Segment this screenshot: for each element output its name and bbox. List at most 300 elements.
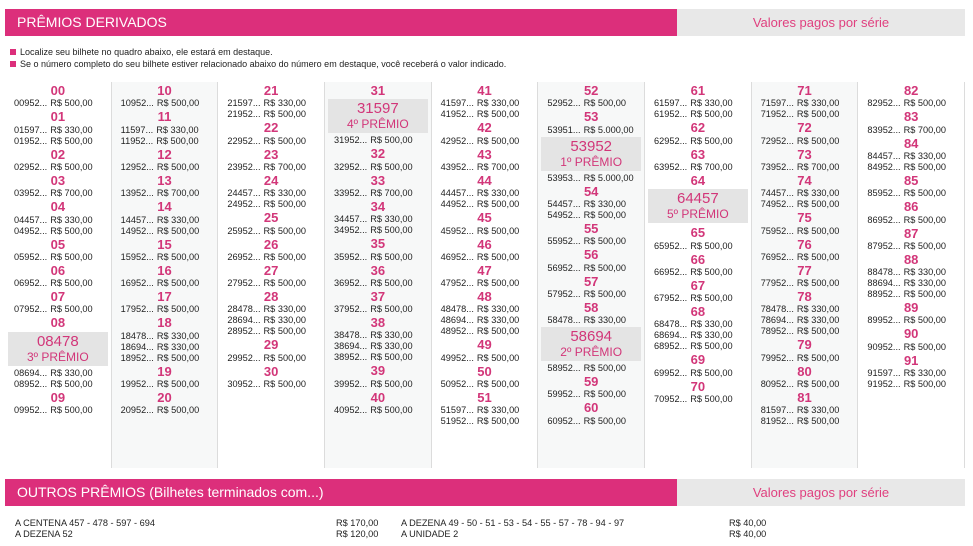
prize-value: R$ 500,00 [156,135,199,146]
ticket-number: 41597... [440,98,474,109]
ticket-number: 06952... [14,278,48,289]
prize-value: R$ 330,00 [476,98,520,109]
ticket-number: 53953... [547,172,581,183]
dezena-heading: 69 [690,352,706,368]
ticket-entry [867,125,946,136]
dezena-heading: 01 [50,109,66,125]
dezena-heading: 87 [903,225,919,241]
dezena-heading: 73 [797,146,812,162]
ticket-number: 08952... [14,378,48,389]
prize-value: R$ 330,00 [370,341,413,352]
prize-rank: 3º PRÊMIO [26,349,89,364]
prize-value: R$ 500,00 [583,236,626,247]
ticket-entry [761,226,840,237]
ticket-entry [441,379,520,390]
prize-value: R$ 330,00 [583,198,626,209]
ticket-number: 04457... [14,214,48,225]
prize-column [752,82,859,468]
dezena-heading: 14 [157,199,172,215]
dezena-heading: 70 [690,378,706,394]
ticket-entry [14,188,93,199]
ticket-number: 15952... [120,251,154,262]
ticket-entry [334,405,413,416]
prize-value: R$ 500,00 [50,251,93,262]
dezena-heading: 07 [50,289,66,305]
dezena-heading: 28 [263,289,279,305]
dezena-heading: 47 [477,262,492,278]
ticket-number: 68952... [654,341,688,352]
dezena-heading: 53 [583,109,599,125]
dezena-heading: 31 [370,83,386,98]
ticket-number: 24457... [227,188,261,199]
dezena-heading: 20 [157,390,172,405]
prize-value: R$ 330,00 [690,98,733,109]
prize-grid [5,82,965,468]
prize-value: R$ 330,00 [476,405,520,416]
ticket-entry [441,199,520,210]
prize-value: R$ 500,00 [903,315,946,326]
ticket-number: 54457... [547,198,581,209]
prize-value: R$ 500,00 [903,161,946,172]
prize-value: R$ 330,00 [263,304,306,315]
ticket-number: 48478... [440,304,474,315]
prize-value: R$ 500,00 [583,209,626,220]
dezena-heading: 83 [903,109,919,125]
dezena-heading: 60 [583,400,599,416]
ticket-number: 42952... [440,135,474,146]
ticket-number: 68694... [654,330,688,341]
dezena-heading: 58 [583,299,599,315]
prize-value: R$ 500,00 [903,98,946,109]
dezena-heading: 26 [263,236,279,252]
highlighted-prize [328,99,428,133]
ticket-number: 12952... [120,161,154,172]
dezena-heading: 02 [50,146,66,162]
ticket-number: 47952... [440,278,474,289]
ticket-entry [334,188,413,199]
prize-value: R$ 500,00 [476,251,520,262]
dezena-heading: 10 [157,83,172,98]
ticket-number: 88478... [867,267,901,278]
ticket-entry [761,416,840,427]
prize-value: R$ 500,00 [796,352,840,363]
ticket-number: 74952... [760,199,794,210]
dezena-heading: 67 [690,277,706,293]
ticket-entry [867,315,946,326]
highlighted-prize [541,137,641,171]
dezena-heading: 52 [583,83,599,98]
dezena-heading: 84 [903,135,919,151]
ticket-number: 31952... [334,135,368,146]
prize-value: R$ 330,00 [476,188,520,199]
prize-value: R$ 330,00 [156,124,199,135]
dezena-heading: 44 [477,172,492,188]
ticket-entry [654,98,733,109]
prize-value: R$ 330,00 [796,98,840,109]
ticket-entry [121,252,200,263]
prize-value: R$ 330,00 [796,188,840,199]
ticket-number: 51597... [440,405,474,416]
dezena-heading: 91 [903,352,919,368]
prize-value: R$ 500,00 [476,278,520,289]
prize-value: R$ 500,00 [690,240,733,251]
ticket-number: 60952... [547,415,581,426]
other-prizes-header [5,479,965,506]
dezena-heading: 17 [157,289,172,305]
ticket-entry [334,379,413,390]
ticket-entry [441,136,520,147]
dezena-heading: 27 [263,262,279,278]
ticket-entry [867,188,946,199]
prize-value: R$ 500,00 [156,405,200,416]
ticket-entry [867,289,946,300]
ticket-entry [761,353,840,364]
ticket-entry [14,368,93,379]
ticket-number: 13952... [120,188,154,199]
dezena-heading: 55 [583,220,599,236]
dezena-heading: 29 [263,337,279,353]
dezena-heading: 79 [797,337,812,353]
ticket-entry [14,252,93,263]
ticket-entry [654,330,733,341]
ticket-entry [867,151,946,162]
ticket-entry [441,304,520,315]
ticket-number: 17952... [120,304,154,315]
ticket-entry [121,188,200,199]
prize-value: R$ 500,00 [903,240,946,251]
ticket-number: 50952... [440,379,474,389]
ticket-entry [867,278,946,289]
ticket-entry [761,326,840,337]
ticket-entry [761,162,840,173]
ticket-entry [227,226,306,237]
prize-value: R$ 500,00 [583,98,626,109]
dezena-heading: 30 [263,363,279,379]
prize-rank: 1º PRÊMIO [560,154,623,169]
ticket-number: 08694... [14,367,48,378]
ticket-number: 28694... [227,315,261,326]
prize-value: R$ 500,00 [156,98,200,109]
dezena-heading: 38 [370,315,386,331]
ticket-entry [227,252,306,263]
dezena-heading: 57 [583,273,599,289]
ticket-number: 70952... [654,394,688,404]
prize-value: R$ 500,00 [156,304,200,315]
prize-value: R$ 330,00 [50,214,93,225]
ticket-number: 25952... [227,225,261,236]
ticket-number: 68478... [654,319,688,330]
ticket-number: 88694... [867,278,901,289]
ticket-entry [547,263,626,274]
ticket-entry [14,136,93,147]
ticket-number: 66952... [654,266,688,277]
ticket-entry [441,315,520,326]
ticket-number: 86952... [867,214,901,225]
prize-value: R$ 330,00 [796,405,840,416]
ticket-number: 55952... [547,236,581,247]
prize-column [218,82,325,468]
prize-value: R$ 500,00 [263,225,306,236]
ticket-number: 19952... [120,379,154,389]
prize-value: R$ 330,00 [903,150,946,161]
ticket-number: 44457... [440,188,474,199]
ticket-entry [121,405,200,416]
prize-value: R$ 500,00 [156,251,200,262]
dezena-heading: 33 [370,172,386,188]
prize-column [432,82,539,468]
dezena-heading: 63 [690,146,706,162]
ticket-entry [761,136,840,147]
ticket-entry [654,267,733,278]
prize-value: R$ 500,00 [263,352,306,363]
prize-value: R$ 500,00 [370,251,413,262]
ticket-number: 16952... [120,278,154,289]
ticket-entry [334,278,413,289]
ticket-number: 11597... [120,124,154,135]
ticket-entry [761,188,840,199]
dezena-heading: 68 [690,304,706,320]
ticket-number: 28478... [227,304,261,315]
prize-value: R$ 330,00 [903,368,946,378]
ticket-number: 87952... [867,240,901,251]
prize-value: R$ 500,00 [690,293,733,304]
dezena-heading: 21 [263,83,279,98]
ticket-entry [441,109,520,120]
prize-value: R$ 330,00 [690,330,733,341]
ticket-entry [547,210,626,221]
dezena-heading: 11 [157,109,172,125]
ticket-entry [867,215,946,226]
prize-value: R$ 500,00 [476,225,520,236]
dezena-heading: 48 [477,289,492,305]
ticket-number: 02952... [14,161,48,172]
prize-value: R$ 500,00 [903,289,946,300]
prize-value: R$ 500,00 [50,304,93,315]
dezena-heading: 22 [263,120,279,136]
ticket-entry [121,215,200,226]
dezena-heading: 49 [477,337,492,353]
prize-value: R$ 500,00 [263,199,306,210]
winning-number: 53952 [570,137,613,155]
ticket-entry [654,319,733,330]
ticket-entry [761,304,840,315]
prize-value: R$ 500,00 [50,161,93,172]
ticket-entry [227,304,306,315]
ticket-number: 03952... [14,188,48,199]
prize-value: R$ 500,00 [903,379,946,389]
ticket-entry [547,315,626,326]
other-prize-label: A CENTENA 457 - 478 - 597 - 694 [15,518,155,528]
ticket-entry [761,199,840,210]
prize-value: R$ 500,00 [50,98,93,109]
dezena-heading: 54 [583,183,599,199]
ticket-entry [547,173,633,184]
ticket-number: 24952... [227,199,261,210]
other-prize-label: A DEZENA 52 [15,529,73,539]
prize-value: R$ 500,00 [796,379,840,389]
ticket-number: 18952... [120,352,154,363]
ticket-number: 36952... [334,277,368,288]
dezena-heading: 61 [690,83,706,98]
ticket-number: 69952... [654,367,688,378]
ticket-number: 83952... [867,124,901,135]
prize-value: R$ 700,00 [370,187,413,198]
ticket-entry [334,330,413,341]
highlighted-prize [541,327,641,361]
ticket-number: 79952... [760,352,794,363]
ticket-number: 20952... [120,405,154,416]
ticket-entry [441,162,520,173]
prize-value: R$ 500,00 [796,109,840,120]
dezena-heading: 18 [157,315,172,331]
ticket-entry [121,331,200,342]
ticket-entry [14,304,93,315]
prize-value: R$ 330,00 [370,214,413,225]
ticket-number: 05952... [14,251,48,262]
ticket-entry [654,368,733,379]
dezena-heading: 00 [50,83,66,98]
prize-value: R$ 700,00 [263,161,306,172]
prize-value: R$ 500,00 [370,405,413,415]
ticket-number: 14457... [120,214,154,225]
ticket-number: 67952... [654,293,688,304]
ticket-entry [761,405,840,416]
ticket-number: 26952... [227,251,261,262]
dezena-heading: 06 [50,262,66,278]
derived-prizes-title: PRÊMIOS DERIVADOS [5,9,677,36]
ticket-entry [441,416,520,427]
prize-value: R$ 500,00 [156,161,200,172]
other-prize-label: A DEZENA 49 - 50 - 51 - 53 - 54 - 55 - 57 - 78 - 94 - 97 [401,518,625,528]
ticket-entry [547,363,626,374]
ticket-entry [334,304,413,315]
prize-value: R$ 500,00 [50,278,93,289]
dezena-heading: 90 [903,326,919,342]
ticket-entry [227,353,306,364]
ticket-number: 58952... [547,363,581,374]
ticket-number: 10952... [120,98,154,109]
highlighted-prize [8,332,108,366]
prize-value: R$ 500,00 [263,278,306,289]
ticket-entry [227,136,306,147]
ticket-entry [121,98,200,109]
prize-value: R$ 5.000,00 [583,124,634,135]
ticket-number: 89952... [867,315,901,326]
dezena-heading: 85 [903,172,919,188]
prize-value: R$ 500,00 [583,415,626,426]
ticket-number: 38952... [334,352,368,363]
ticket-number: 91952... [867,379,901,389]
prize-value: R$ 500,00 [796,199,840,210]
ticket-number: 71597... [760,98,794,109]
ticket-number: 32952... [334,161,368,172]
ticket-entry [227,326,306,337]
prize-value: R$ 330,00 [263,98,306,109]
prize-value: R$ 500,00 [50,135,93,146]
prize-value: R$ 500,00 [476,416,520,427]
ticket-number: 52952... [547,98,581,109]
ticket-entry [547,199,626,210]
ticket-number: 09952... [14,405,48,415]
ticket-number: 54952... [547,209,581,220]
ticket-entry [14,215,93,226]
ticket-number: 45952... [440,225,474,236]
dezena-heading: 71 [797,83,812,98]
ticket-number: 82952... [867,98,901,109]
ticket-number: 34457... [334,214,368,225]
prize-value: R$ 330,00 [476,315,520,326]
ticket-number: 43952... [440,161,474,172]
ticket-entry [334,225,413,236]
ticket-number: 80952... [760,379,794,389]
prize-value: R$ 330,00 [263,188,306,199]
ticket-number: 18694... [120,341,154,352]
ticket-entry [121,353,200,364]
ticket-entry [547,236,626,247]
other-prize-value: R$ 40,00 [729,518,767,528]
prize-value: R$ 500,00 [476,326,520,337]
prize-value: R$ 330,00 [796,304,840,315]
prize-value: R$ 500,00 [263,109,306,120]
ticket-number: 22952... [227,135,261,146]
prize-value: R$ 330,00 [476,304,520,315]
ticket-entry [227,188,306,199]
prize-value: R$ 500,00 [690,341,733,352]
ticket-entry [867,342,946,353]
ticket-entry [227,315,306,326]
ticket-number: 40952... [334,405,368,415]
prize-value: R$ 500,00 [263,379,306,389]
ticket-number: 38694... [334,341,368,352]
dezena-heading: 34 [370,198,386,214]
ticket-entry [761,278,840,289]
ticket-entry [441,278,520,289]
ticket-entry [334,341,413,352]
dezena-heading: 09 [50,389,66,405]
prize-value: R$ 500,00 [583,262,626,273]
prize-value: R$ 330,00 [50,124,93,135]
derived-prizes-header [5,9,965,36]
prize-rank: 5º PRÊMIO [666,207,729,222]
ticket-entry [547,416,626,427]
prize-value: R$ 330,00 [156,330,200,341]
ticket-number: 58478... [547,315,581,326]
ticket-entry [121,379,200,390]
winning-number: 64457 [676,190,719,208]
ticket-number: 78952... [760,326,794,337]
prize-value: R$ 330,00 [156,341,200,352]
ticket-entry [334,252,413,263]
ticket-entry [441,188,520,199]
dezena-heading: 45 [477,210,492,226]
dezena-heading: 66 [690,251,706,267]
dezena-heading: 50 [477,363,492,379]
ticket-entry [14,162,93,173]
ticket-number: 81952... [760,416,794,427]
prize-value: R$ 330,00 [583,315,626,326]
ticket-number: 07952... [14,304,48,315]
dezena-heading: 75 [797,210,812,226]
ticket-entry [14,226,93,237]
ticket-entry [14,278,93,289]
prize-column [645,82,752,468]
prize-value: R$ 330,00 [156,214,200,225]
prize-rank: 2º PRÊMIO [560,345,623,360]
prize-value: R$ 330,00 [50,367,93,378]
prize-value: R$ 330,00 [903,267,946,278]
prize-value: R$ 500,00 [796,326,840,337]
dezena-heading: 62 [690,120,706,136]
